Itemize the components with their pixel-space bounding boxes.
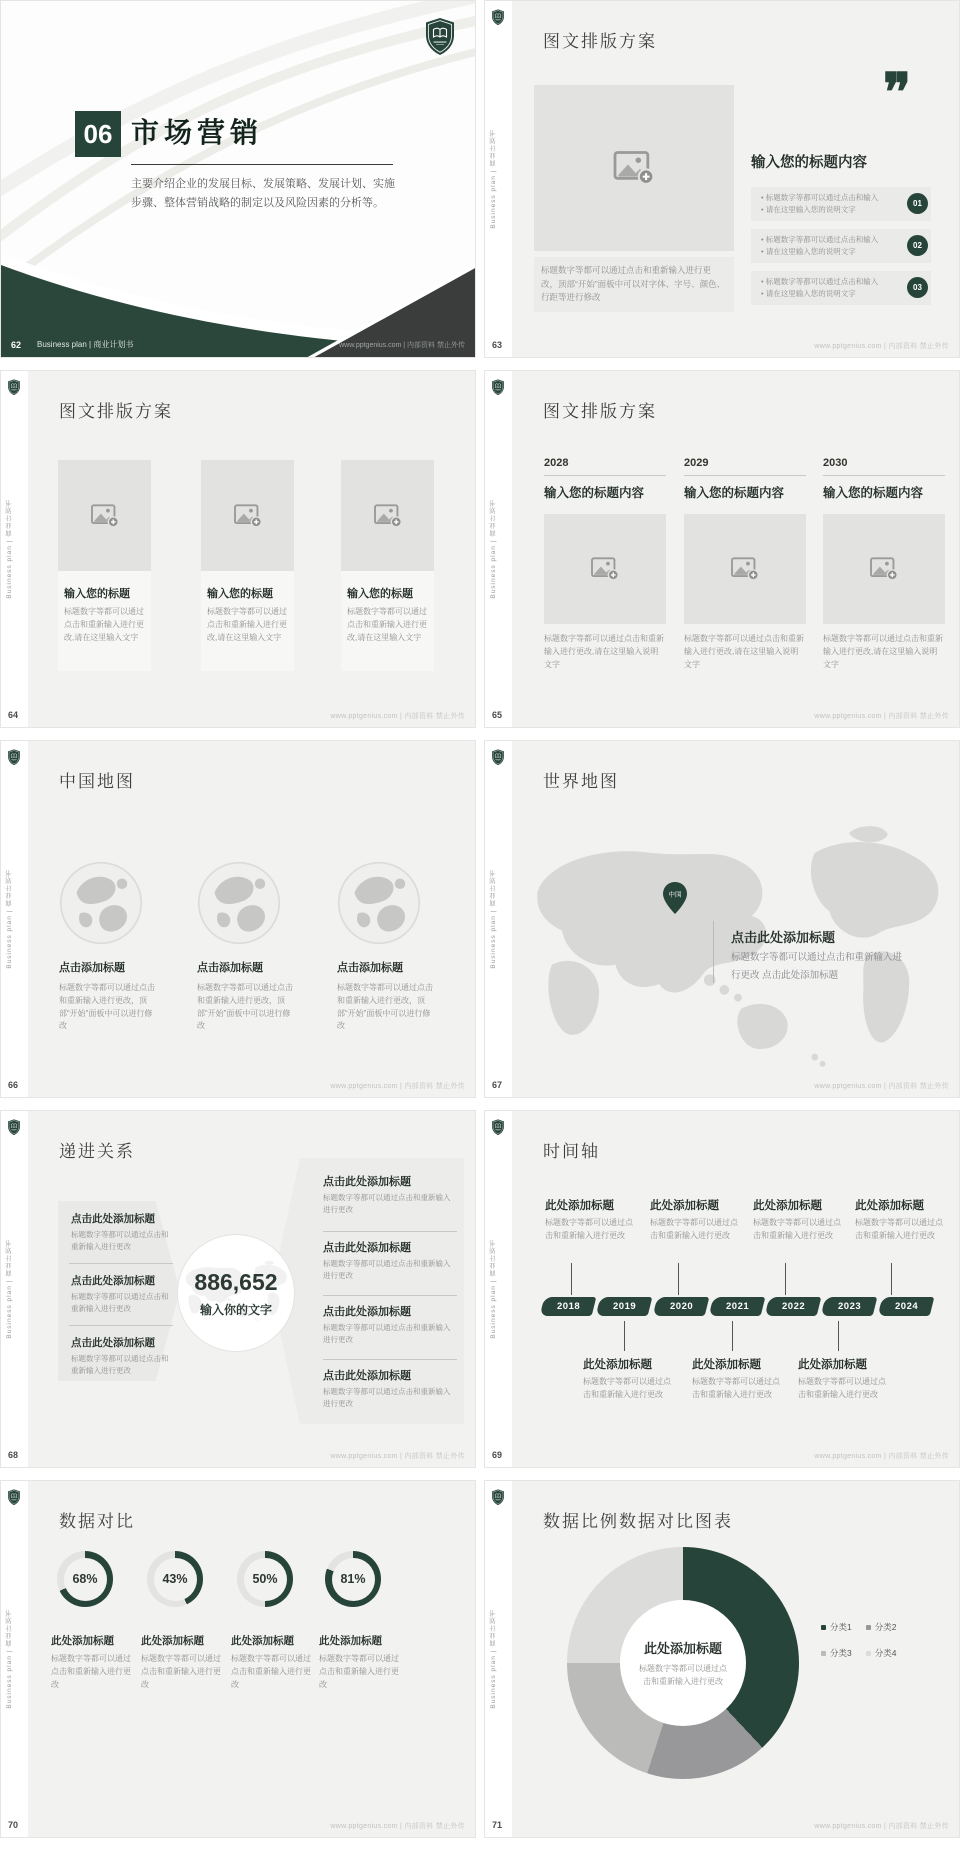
timeline-bar [542,1297,932,1316]
block-body: 标题数字等都可以通过点击和重新输入进行更改 [71,1230,169,1251]
brand-shield-icon [424,17,456,57]
stat-heading: 此处添加标题 [141,1635,204,1647]
stat-heading: 此处添加标题 [231,1635,294,1647]
add-image-icon [90,503,120,529]
connector-line [678,1263,679,1295]
item-heading: 此处添加标题 [855,1200,924,1212]
brand-shield-icon [491,1489,505,1506]
sidebar-vertical-label: Business plan | 商业计划书 [490,869,497,969]
connector-line [624,1321,625,1351]
column-body: 标题数字等都可以通过点击和重新输入进行更改，顶部“开始”面板中可以进行修改 [59,983,155,1031]
item-line: 请在这里输入您的说明文字 [765,205,856,214]
year-label: 2030 [823,457,848,469]
column-heading: 输入您的标题内容 [544,486,645,500]
add-image-icon [730,556,760,582]
column-body: 标题数字等都可以通过点击和重新输入进行更改,请在这里输入说明文字 [544,634,664,669]
brand-shield-icon [7,1119,21,1136]
callout-heading: 点击此处添加标题 [731,930,836,945]
legend-item [821,1621,852,1633]
timeline-year-segment: 2019 [596,1297,653,1316]
sidebar-vertical-label: Business plan | 商业计划书 [490,129,497,229]
quote-icon: ❞ [883,64,911,122]
chapter-number-badge: 06 [75,111,121,157]
list-item: • 标题数字等都可以通过点击和输入 • 请在这里输入您的说明文字 03 [751,271,931,305]
page-number: 67 [492,1080,503,1090]
donut-chart [567,1547,799,1779]
slide-sidebar [485,371,512,727]
slide-title: 中国地图 [59,772,135,791]
site-footer: www.pptgenius.com | 内部资料 禁止外传 [330,1453,465,1460]
brand-shield-icon [7,749,21,766]
block-body: 标题数字等都可以通过点击和重新输入进行更改 [323,1193,451,1214]
item-line: 标题数字等都可以通过点击和输入 [765,235,879,244]
card-title: 输入您的标题 [207,588,273,600]
progress-block [323,1239,457,1282]
cover-brand-footer: Business plan | 商业计划书 [37,340,134,349]
sidebar-vertical-label: Business plan | 商业计划书 [6,499,13,599]
block-heading: 点击此处添加标题 [71,1275,155,1287]
item-body: 标题数字等都可以通过点击和重新输入进行更改 [798,1377,886,1399]
timeline-item-top [545,1197,637,1243]
progress-block [71,1211,173,1253]
gauge-value: 43% [154,1558,197,1601]
timeline-item-bottom [583,1356,675,1402]
slide-title: 图文排版方案 [543,32,657,51]
slide-63 [484,0,960,358]
stat-column [319,1551,403,1691]
block-body: 标题数字等都可以通过点击和重新输入进行更改 [71,1354,169,1375]
block-heading: 点击此处添加标题 [71,1337,155,1349]
column-body: 标题数字等都可以通过点击和重新输入进行更改，顶部“开始”面板中可以进行修改 [337,983,433,1031]
add-image-icon [233,503,263,529]
page-number: 63 [492,340,503,350]
item-line: 标题数字等都可以通过点击和输入 [765,193,879,202]
legend-label: 分类4 [874,1648,897,1658]
sidebar-vertical-label: Business plan | 商业计划书 [6,1239,13,1339]
slide-64 [0,370,476,728]
card-body: 标题数字等都可以通过点击和重新输入进行更改,请在这里输入文字 [347,607,427,642]
site-footer: www.pptgenius.com | 内部资料 禁止外传 [330,1083,465,1090]
page-number: 64 [8,710,19,720]
item-body: 标题数字等都可以通过点击和重新输入进行更改 [650,1218,738,1240]
brand-shield-icon [491,1119,505,1136]
item-body: 标题数字等都可以通过点击和重新输入进行更改 [583,1377,671,1399]
brand-shield-icon [491,749,505,766]
item-number-badge: 01 [907,193,928,214]
slide-title: 递进关系 [59,1142,135,1161]
add-image-icon [613,149,655,187]
divider [323,1359,457,1360]
page-number: 71 [492,1820,503,1830]
item-number-badge: 02 [907,235,928,256]
image-caption: 标题数字等都可以通过点击和重新输入进行更改，顶部“开始”面板中可以对字体、字号、颜色、行距等进行修改 [534,257,734,312]
sidebar-vertical-label: Business plan | 商业计划书 [6,869,13,969]
legend-label: 分类3 [830,1648,852,1658]
progress-block [71,1335,173,1377]
site-footer: www.pptgenius.com | 内部资料 禁止外传 [814,1823,949,1830]
card [201,460,294,671]
year-label: 2029 [684,457,709,469]
slide-65 [484,370,960,728]
slide-title: 世界地图 [543,772,619,791]
item-heading: 此处添加标题 [650,1200,719,1212]
big-number-label: 输入你的文字 [199,1303,272,1317]
donut-gauge [147,1551,203,1607]
card-title: 输入您的标题 [64,588,130,600]
sidebar-vertical-label: Business plan | 商业计划书 [490,1239,497,1339]
divider [69,1325,173,1326]
brand-shield-icon [7,379,21,396]
item-body: 标题数字等都可以通过点击和重新输入进行更改 [692,1377,780,1399]
slide-title: 数据比例数据对比图表 [543,1512,733,1531]
slide-sidebar [1,371,28,727]
block-heading: 点击此处添加标题 [71,1213,155,1225]
card [341,460,434,671]
legend-row [821,1647,896,1659]
timeline-column [684,457,806,671]
item-line: 标题数字等都可以通过点击和输入 [765,277,879,286]
connector-line [785,1263,786,1295]
timeline-year-segment: 2021 [708,1297,765,1316]
image-placeholder [544,514,666,624]
divider [684,475,806,476]
timeline-item-top [855,1197,947,1243]
year-label: 2028 [544,457,569,469]
timeline-item-top [753,1197,845,1243]
section-heading: 输入您的标题内容 [751,155,867,171]
slide-sidebar [485,741,512,1097]
title-underline [131,164,393,165]
donut-center-body: 标题数字等都可以通过点击和重新输入进行更改 [639,1664,727,1686]
column-body: 标题数字等都可以通过点击和重新输入进行更改,请在这里输入说明文字 [823,634,943,669]
divider [544,475,666,476]
item-heading: 此处添加标题 [583,1359,652,1371]
legend-marker [821,1625,826,1630]
divider [69,1263,173,1264]
gauge-value: 50% [244,1558,287,1601]
slide-sidebar [1,1111,28,1467]
progress-block [323,1303,457,1346]
connector-line [571,1263,572,1295]
image-placeholder [534,85,734,251]
connector-line [891,1263,892,1295]
globe-icon [337,861,421,945]
cover-site-footer: www.pptgenius.com | 内部资料 禁止外传 [339,342,465,349]
legend-item [866,1647,897,1659]
brand-shield-icon [491,9,505,26]
slide-title: 图文排版方案 [543,402,657,421]
column-body: 标题数字等都可以通过点击和重新输入进行更改,请在这里输入说明文字 [684,634,804,669]
slide-sidebar [485,1111,512,1467]
timeline-column [823,457,945,671]
image-placeholder [58,460,151,571]
item-heading: 此处添加标题 [692,1359,761,1371]
slide-66 [0,740,476,1098]
block-heading: 点击此处添加标题 [323,1306,411,1318]
site-footer: www.pptgenius.com | 内部资料 禁止外传 [330,1823,465,1830]
timeline-column [544,457,666,671]
stat-body: 标题数字等都可以通过点击和重新输入进行更改 [141,1654,221,1689]
legend-item [821,1647,852,1659]
slide-70 [0,1480,476,1838]
globe-icon [197,861,281,945]
cover-page-number: 62 [11,340,22,350]
brand-shield-icon [7,1489,21,1506]
block-body: 标题数字等都可以通过点击和重新输入进行更改 [323,1387,451,1408]
legend-label: 分类1 [830,1622,852,1632]
connector-line [732,1321,733,1351]
legend-marker [821,1651,826,1656]
block-body: 标题数字等都可以通过点击和重新输入进行更改 [323,1259,451,1280]
stat-heading: 此处添加标题 [319,1635,382,1647]
divider [323,1231,457,1232]
stat-body: 标题数字等都可以通过点击和重新输入进行更改 [231,1654,311,1689]
center-circle [178,1235,294,1351]
slide-title: 数据对比 [59,1512,135,1531]
donut-gauge [237,1551,293,1607]
column-heading: 点击添加标题 [59,962,125,974]
brand-shield-icon [491,379,505,396]
slide-sidebar [485,1481,512,1837]
column-heading: 点击添加标题 [337,962,403,974]
slide-68 [0,1110,476,1468]
block-heading: 点击此处添加标题 [323,1370,411,1382]
gauge-value: 81% [332,1558,375,1601]
callout-body: 标题数字等都可以通过点击和重新输入进行更改 点击此处添加标题 [731,952,903,982]
page-number: 65 [492,710,503,720]
stat-heading: 此处添加标题 [51,1635,114,1647]
legend-marker [866,1651,871,1656]
cover-title: 市场营销 [131,117,264,148]
slide-67 [484,740,960,1098]
block-heading: 点击此处添加标题 [323,1176,411,1188]
image-placeholder [201,460,294,571]
card-title: 输入您的标题 [347,588,413,600]
site-footer: www.pptgenius.com | 内部资料 禁止外传 [330,713,465,720]
legend-label: 分类2 [874,1622,897,1632]
card-body: 标题数字等都可以通过点击和重新输入进行更改,请在这里输入文字 [207,607,287,642]
card-body: 标题数字等都可以通过点击和重新输入进行更改,请在这里输入文字 [64,607,144,642]
site-footer: www.pptgenius.com | 内部资料 禁止外传 [814,713,949,720]
stat-column [141,1551,225,1691]
timeline-year-segment: 2020 [652,1297,709,1316]
site-footer: www.pptgenius.com | 内部资料 禁止外传 [814,1083,949,1090]
stat-body: 标题数字等都可以通过点击和重新输入进行更改 [319,1654,399,1689]
timeline-year-segment: 2024 [877,1297,934,1316]
slide-sidebar [1,741,28,1097]
slide-71 [484,1480,960,1838]
cover-description: 主要介绍企业的发展目标、发展策略、发展计划、实施步骤、整体营销战略的制定以及风险因素的分析等。 [131,178,395,210]
connector-line [838,1321,839,1351]
timeline-item-bottom [692,1356,784,1402]
item-heading: 此处添加标题 [753,1200,822,1212]
timeline-year-segment: 2018 [540,1297,597,1316]
progress-block [71,1273,173,1315]
sidebar-vertical-label: Business plan | 商业计划书 [490,499,497,599]
stat-body: 标题数字等都可以通过点击和重新输入进行更改 [51,1654,131,1689]
block-body: 标题数字等都可以通过点击和重新输入进行更改 [323,1323,451,1344]
big-number: 886,652 [194,1269,278,1295]
column-heading: 点击添加标题 [197,962,263,974]
timeline-item-bottom [798,1356,890,1402]
legend-marker [866,1625,871,1630]
gauge-value: 68% [64,1558,107,1601]
divider [823,475,945,476]
item-line: 请在这里输入您的说明文字 [765,247,856,256]
list-item: • 标题数字等都可以通过点击和输入 • 请在这里输入您的说明文字 02 [751,229,931,263]
item-body: 标题数字等都可以通过点击和重新输入进行更改 [855,1218,943,1240]
slide-sidebar [1,1481,28,1837]
slide-cover [0,0,476,358]
sidebar-vertical-label: Business plan | 商业计划书 [490,1609,497,1709]
column-heading: 输入您的标题内容 [823,486,924,500]
page-number: 69 [492,1450,503,1460]
page-number: 68 [8,1450,19,1460]
map-column [197,959,297,1033]
donut-gauge [57,1551,113,1607]
add-image-icon [373,503,403,529]
add-image-icon [869,556,899,582]
image-placeholder [684,514,806,624]
legend-item [866,1621,897,1633]
list-item: • 标题数字等都可以通过点击和输入 • 请在这里输入您的说明文字 01 [751,187,931,221]
column-body: 标题数字等都可以通过点击和重新输入进行更改，顶部“开始”面板中可以进行修改 [197,983,293,1031]
slide-title: 图文排版方案 [59,402,173,421]
block-body: 标题数字等都可以通过点击和重新输入进行更改 [71,1292,169,1313]
item-line: 请在这里输入您的说明文字 [765,289,856,298]
add-image-icon [590,556,620,582]
page-number: 66 [8,1080,19,1090]
slide-title: 时间轴 [543,1142,600,1161]
image-placeholder [341,460,434,571]
map-column [337,959,437,1033]
map-pin-icon [662,881,688,915]
stat-column [51,1551,135,1691]
divider [323,1295,457,1296]
block-heading: 点击此处添加标题 [323,1242,411,1254]
timeline-year-segment: 2023 [821,1297,878,1316]
slide-69 [484,1110,960,1468]
map-column [59,959,159,1033]
timeline-year-segment: 2022 [765,1297,822,1316]
item-body: 标题数字等都可以通过点击和重新输入进行更改 [545,1218,633,1240]
donut-gauge [325,1551,381,1607]
item-body: 标题数字等都可以通过点击和重新输入进行更改 [753,1218,841,1240]
site-footer: www.pptgenius.com | 内部资料 禁止外传 [814,343,949,350]
site-footer: www.pptgenius.com | 内部资料 禁止外传 [814,1453,949,1460]
item-heading: 此处添加标题 [545,1200,614,1212]
slide-sidebar [485,1,512,357]
donut-center-heading: 此处添加标题 [643,1641,722,1656]
sidebar-vertical-label: Business plan | 商业计划书 [6,1609,13,1709]
column-heading: 输入您的标题内容 [684,486,785,500]
page-number: 70 [8,1820,19,1830]
image-placeholder [823,514,945,624]
item-number-badge: 03 [907,277,928,298]
timeline-item-top [650,1197,742,1243]
progress-block [323,1173,457,1216]
item-heading: 此处添加标题 [798,1359,867,1371]
card [58,460,151,671]
progress-block [323,1367,457,1410]
callout-line [713,921,714,983]
stat-column [231,1551,315,1691]
globe-icon [59,861,143,945]
legend-row [821,1621,896,1633]
donut-hole [620,1600,746,1726]
